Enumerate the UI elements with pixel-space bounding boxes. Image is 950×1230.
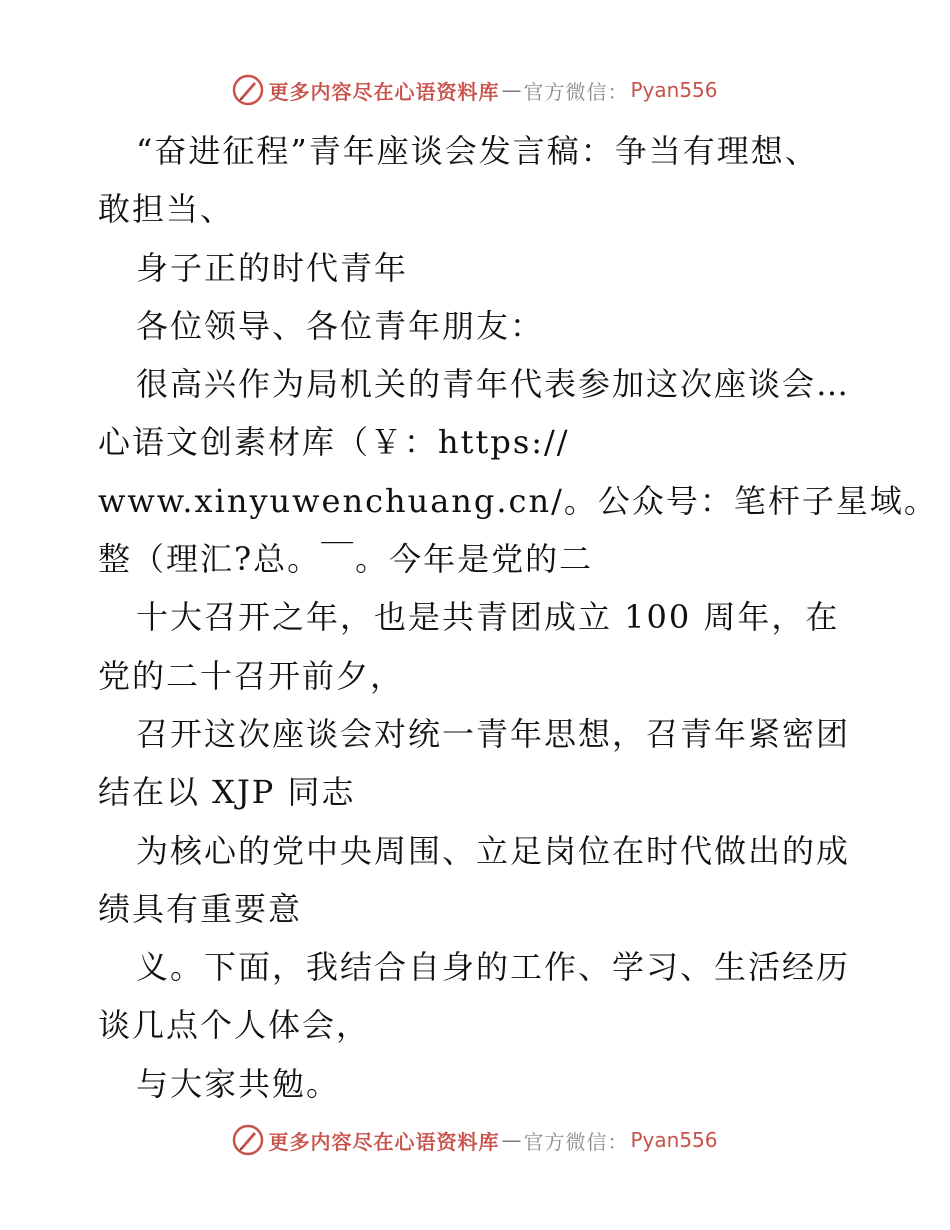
quill-pen-logo-icon bbox=[232, 74, 264, 106]
text-line: 十大召开之年，也是共青团成立 100 周年，在 bbox=[136, 598, 840, 637]
official-wechat-label: 官方微信： bbox=[523, 79, 629, 104]
wechat-id: Pyan556 bbox=[630, 78, 718, 102]
text-line: 义。下面，我结合自身的工作、学习、生活经历 bbox=[136, 948, 851, 987]
header-banner bbox=[0, 70, 950, 110]
text-line: 谈几点个人体会， bbox=[98, 1006, 371, 1045]
text-line: 身子正的时代青年 bbox=[136, 248, 409, 287]
text-line: 很高兴作为局机关的青年代表参加这次座谈会… bbox=[136, 365, 851, 404]
text-line: 为核心的党中央周围、立足岗位在时代做出的成 bbox=[136, 831, 851, 870]
brand-text: 更多内容尽在心语资料库 bbox=[268, 1129, 500, 1154]
text-line: “奋进征程”青年座谈会发言稿：争当有理想、 bbox=[136, 132, 819, 170]
text-line: 与大家共勉。 bbox=[136, 1064, 341, 1103]
footer-banner bbox=[0, 1120, 950, 1160]
text-line: 各位领导、各位青年朋友： bbox=[136, 306, 545, 345]
text-line: 敢担当、 bbox=[98, 190, 235, 229]
brand-text: 更多内容尽在心语资料库 bbox=[268, 79, 500, 104]
text-line: 党的二十召开前夕， bbox=[98, 656, 405, 695]
text-line: 召开这次座谈会对统一青年思想，召青年紧密团 bbox=[136, 714, 851, 753]
text-line: 心语文创素材库（￥：https:// bbox=[98, 423, 570, 462]
text-line: 整（理汇?总。￣。今年是党的二 bbox=[98, 540, 594, 579]
wechat-id: Pyan556 bbox=[630, 1128, 718, 1152]
document-body bbox=[98, 122, 938, 1113]
text-line: www.xinyuwenchuang.cn/。公众号：笔杆子星域。 bbox=[98, 481, 938, 520]
banner-dash: — bbox=[501, 1128, 522, 1152]
text-line: 结在以 XJP 同志 bbox=[98, 773, 356, 812]
banner-dash: — bbox=[501, 78, 522, 102]
quill-pen-logo-icon bbox=[232, 1124, 264, 1156]
official-wechat-label: 官方微信： bbox=[523, 1129, 629, 1154]
text-line: 绩具有重要意 bbox=[98, 889, 303, 928]
